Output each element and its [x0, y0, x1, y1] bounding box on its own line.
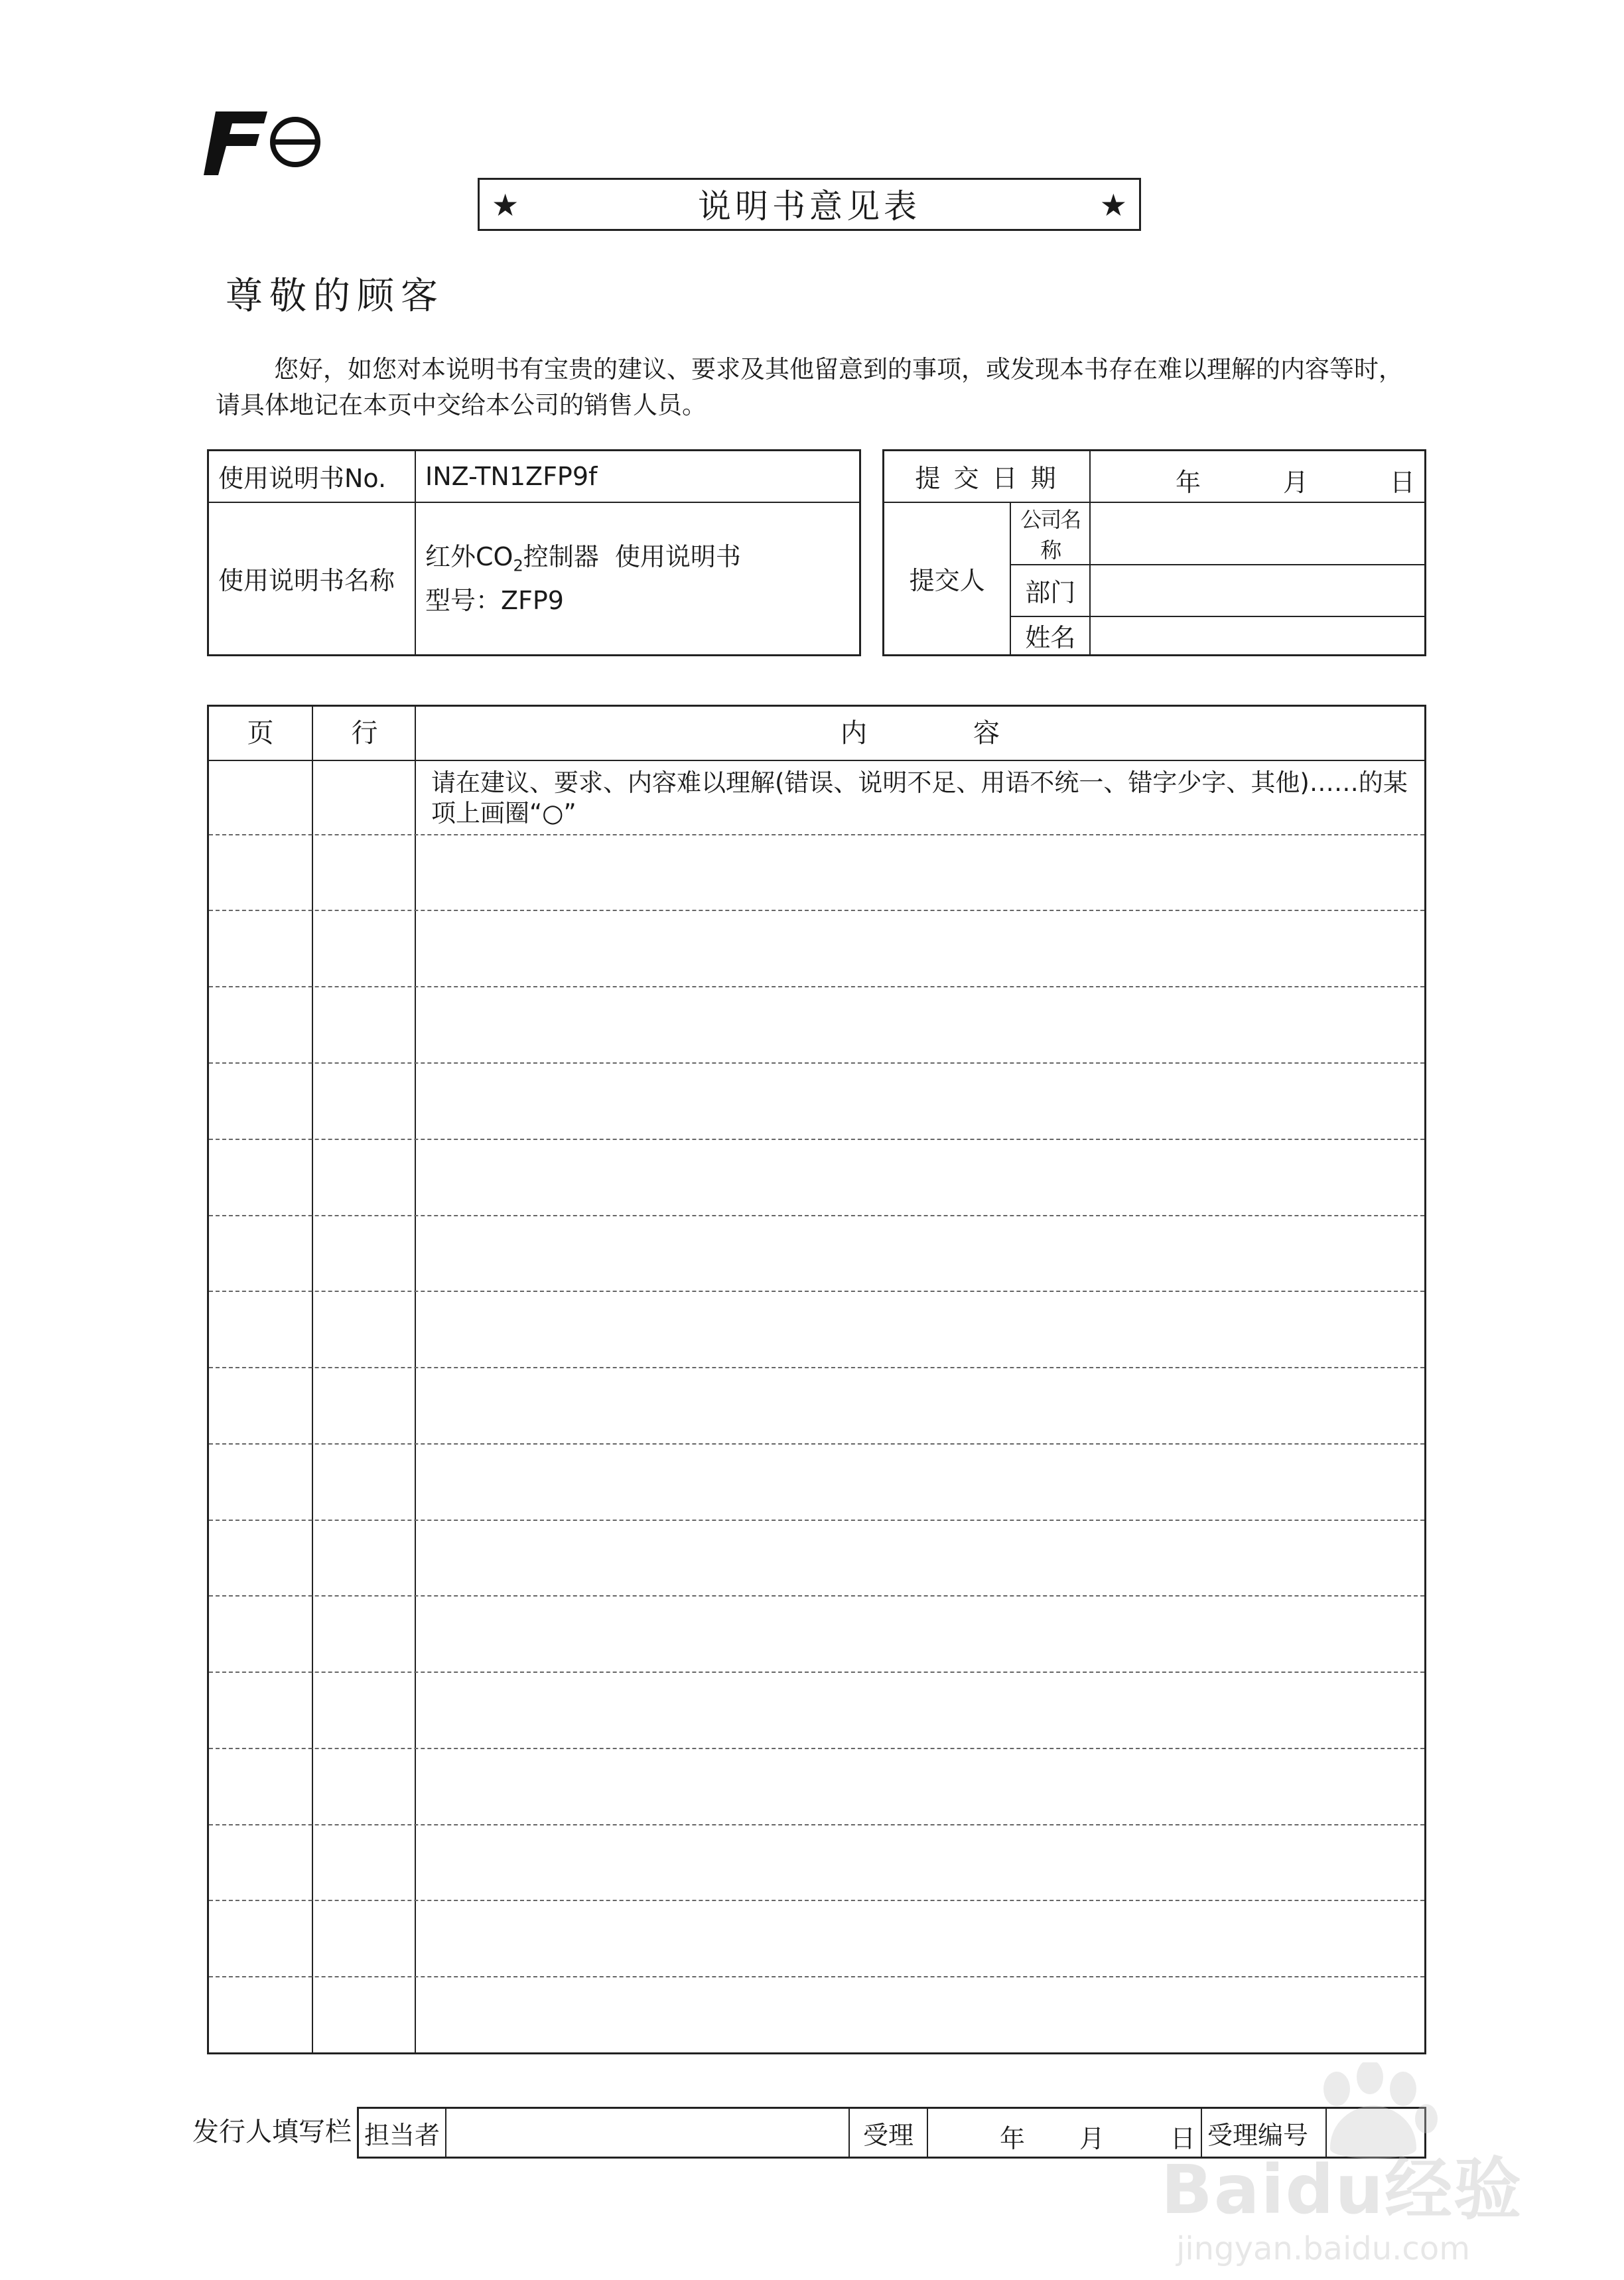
manual-name-line1b: 控制器 使用说明书 — [523, 541, 741, 571]
row-divider — [209, 986, 1424, 987]
person-name-label: 姓名 — [1010, 616, 1090, 656]
row-divider — [209, 1824, 1424, 1825]
row-divider — [209, 1443, 1424, 1445]
submit-date-field[interactable] — [1090, 451, 1425, 502]
row-divider — [209, 910, 1424, 911]
manual-info-table — [207, 449, 861, 656]
company-name-label: 公司名称 — [1010, 502, 1090, 565]
manual-name-value — [415, 502, 860, 656]
person-name-field[interactable] — [1090, 616, 1425, 656]
department-field[interactable] — [1090, 565, 1425, 616]
issuer-label: 发行人填写栏 — [192, 2117, 352, 2147]
baidu-paw-icon — [1290, 2062, 1463, 2162]
manual-name-subscript: 2 — [513, 556, 523, 575]
row-divider — [209, 1748, 1424, 1749]
manual-name-line1a: 红外CO — [425, 541, 513, 571]
star-right-icon: ★ — [1099, 187, 1127, 223]
row-divider — [209, 834, 1424, 835]
receipt-day-label: 日 — [1170, 2124, 1196, 2153]
fuji-electric-logo-icon — [202, 106, 328, 179]
date-day-label: 日 — [1389, 467, 1415, 497]
row-divider — [209, 1291, 1424, 1292]
submitter-label: 提交人 — [884, 502, 1011, 656]
manual-model: 型号：ZFP9 — [425, 585, 564, 615]
row-divider — [209, 1976, 1424, 1977]
receipt-month-label: 月 — [1079, 2124, 1105, 2153]
submit-date-label: 提 交 日 期 — [884, 451, 1091, 502]
header-page: 页 — [247, 718, 274, 748]
star-left-icon: ★ — [492, 187, 519, 223]
receipt-year-label: 年 — [1000, 2124, 1026, 2153]
person-in-charge-field[interactable] — [446, 2108, 849, 2158]
row-divider — [209, 1672, 1424, 1673]
row-divider — [209, 1367, 1424, 1368]
column-divider — [415, 707, 416, 2052]
company-name-field[interactable] — [1090, 502, 1425, 565]
row-divider — [209, 1215, 1424, 1216]
submission-table — [882, 449, 1426, 656]
receipt-label: 受理 — [849, 2108, 927, 2158]
form-title: 说明书意见表 — [698, 187, 921, 226]
header-line: 行 — [351, 718, 378, 748]
manual-no-value: INZ-TN1ZFP9f — [415, 451, 860, 502]
column-divider — [312, 707, 313, 2052]
manual-name-label: 使用说明书名称 — [208, 502, 416, 656]
header-content: 内 容 — [841, 718, 1000, 748]
company-logo — [202, 106, 328, 179]
form-title-box — [478, 178, 1141, 231]
receipt-no-label: 受理编号 — [1201, 2108, 1326, 2158]
comment-table-header — [209, 707, 1424, 761]
date-month-label: 月 — [1283, 467, 1309, 497]
row-divider — [209, 1900, 1424, 1901]
intro-paragraph: 您好，如您对本说明书有宝贵的建议、要求及其他留意到的事项，或发现本书存在难以理解的内容等时，请具体地记在本页中交给本公司的销售人员。 — [216, 355, 1403, 419]
baidu-watermark — [1158, 2062, 1556, 2267]
watermark-brand: Baidu经验 — [1161, 2151, 1523, 2230]
row-divider — [209, 1595, 1424, 1597]
comment-table — [207, 705, 1426, 2054]
row-divider — [209, 1520, 1424, 1521]
greeting: 尊敬的顾客 — [226, 275, 444, 318]
date-year-label: 年 — [1176, 467, 1201, 497]
watermark-url: jingyan.baidu.com — [1176, 2230, 1470, 2267]
manual-no-label: 使用说明书No. — [208, 451, 416, 502]
comment-instruction: 请在建议、要求、内容难以理解(错误、说明不足、用语不统一、错字少字、其他)……的某项上画圈“○” — [431, 768, 1408, 827]
department-label: 部门 — [1010, 565, 1090, 616]
row-divider — [209, 1139, 1424, 1140]
row-divider — [209, 1062, 1424, 1064]
person-in-charge-label: 担当者 — [358, 2108, 446, 2158]
